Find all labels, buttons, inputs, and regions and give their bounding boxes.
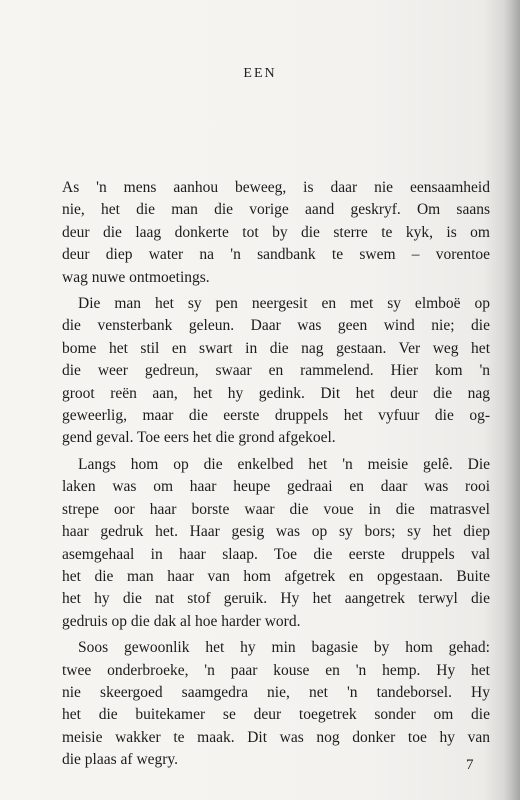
text-line: groot reën aan, het hy gedink. Dit het deur die nag [62,384,490,402]
text-line: die vensterbank geleun. Daar was geen wind nie; die [62,317,490,335]
text-line: Die man het sy pen neergesit en met sy elmboë op [78,295,490,313]
text-line: As 'n mens aanhou beweeg, is daar nie eensaamheid [62,179,490,196]
chapter-title: EEN [243,66,277,81]
body-text [62,177,490,776]
text-line: gend geval. Toe eers het die grond afgekoel. [62,429,336,447]
text-line: meisie wakker te maak. Dit was nog donker toe hy van [62,728,490,746]
text-line: asemgehaal in haar slaap. Toe die eerste druppels val [62,545,490,563]
paragraph-2 [62,293,490,450]
text-line: gedruis op die dak al hoe harder word. [62,612,301,630]
text-line: wag nuwe ontmoetings. [62,268,210,286]
text-line: het hy die nat stof geruik. Hy het aangetrek terwyl die [62,590,490,608]
text-line: strepe oor haar borste waar die voue in die matrasvel [62,500,490,518]
text-line: twee onderbroeke, 'n paar kouse en 'n hemp. Hy het [62,661,490,679]
text-line: deur die laag donkerte tot by die sterre te kyk, is om [62,223,490,241]
text-line: Soos gewoonlik het hy min bagasie by hom gehad: [78,639,490,657]
text-line: nie skeergoed saamgedra nie, net 'n tandeborsel. Hy [62,683,490,701]
text-line: die weer gedreun, swaar en rammelend. Hier kom 'n [62,362,490,380]
text-line: haar gedruk het. Haar gesig was op sy bors; sy het diep [62,523,490,541]
page-number: 7 [466,757,474,773]
text-line: die plaas af wegry. [62,751,179,769]
paragraph-1 [62,177,490,289]
paragraph-4 [62,637,490,771]
text-line: nie, het die man die vorige aand geskryf. Om saans [62,201,490,219]
text-line: bome het stil en swart in die nag gestaan. Ver weg het [62,339,490,357]
text-line: het die buitekamer se deur toegetrek sonder om die [62,706,490,724]
text-line: Langs hom op die enkelbed het 'n meisie gelê. Die [78,455,490,473]
page-edge-shadow [504,0,520,800]
text-line: deur diep water na 'n sandbank te swem – vorentoe [62,246,490,264]
text-line: geweerlig, maar die eerste druppels het vyfuur die og- [62,407,490,425]
paragraph-3 [62,454,490,633]
text-line: het die man haar van hom afgetrek en opgestaan. Buite [62,567,490,585]
text-line: laken was om haar heupe gedraai en daar was rooi [62,478,490,496]
